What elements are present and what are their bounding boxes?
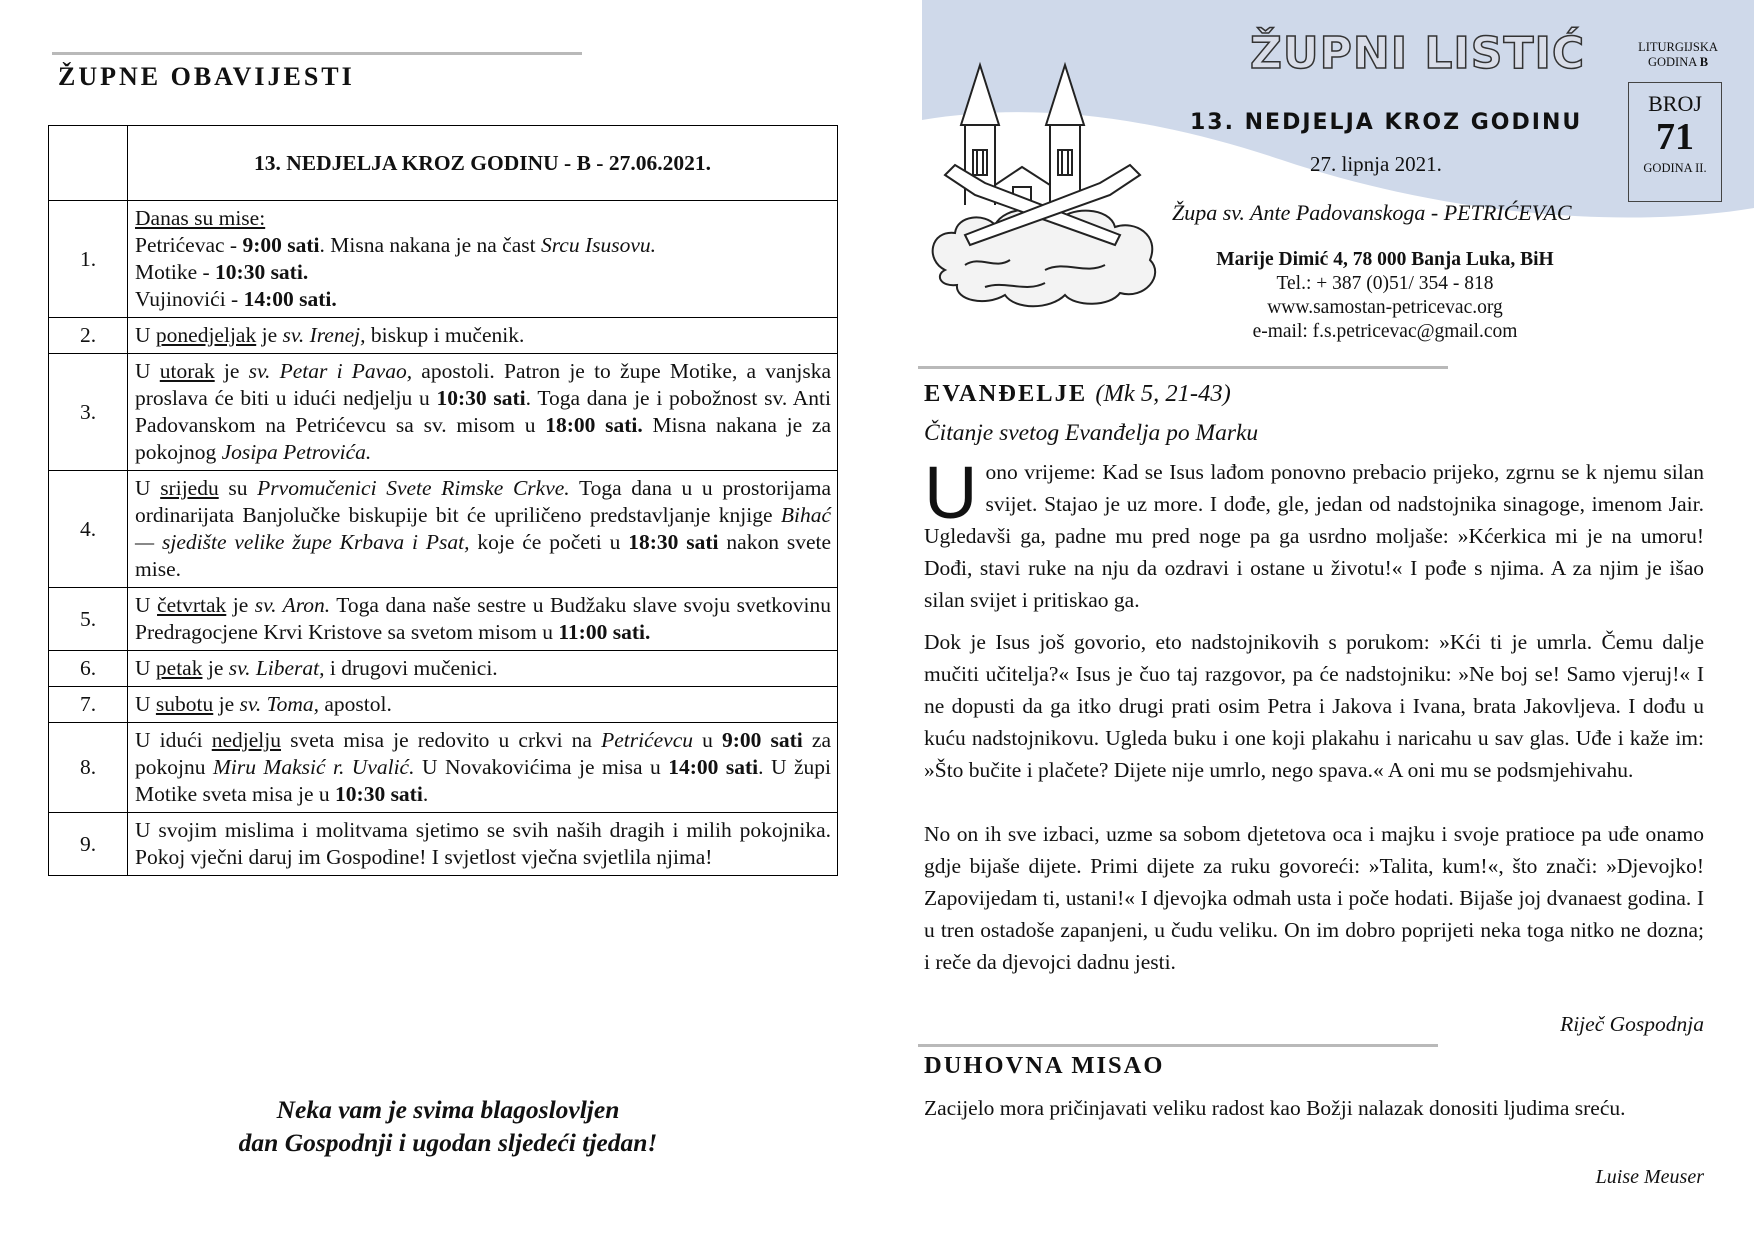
text-run: petak bbox=[155, 656, 203, 680]
text-run: Petrićevac - bbox=[135, 233, 243, 257]
text-run: U bbox=[135, 593, 158, 617]
notice-line bbox=[135, 286, 831, 313]
thought-text: Zacijelo mora pričinjavati veliku radost kao Božji nalazak donositi ljudima sreću. bbox=[924, 1096, 1626, 1120]
lit-year-line-2: GODINA B bbox=[1647, 55, 1709, 69]
closing-blessing bbox=[58, 1093, 838, 1159]
contact-block bbox=[1180, 248, 1590, 344]
notice-text bbox=[128, 687, 838, 723]
section-title: ŽUPNE OBAVIJESTI bbox=[58, 62, 355, 91]
text-run: nedjelju bbox=[211, 728, 282, 752]
text-run: sv. Irenej, bbox=[282, 323, 366, 347]
website-link[interactable]: www.samostan-petricevac.org bbox=[1267, 297, 1503, 318]
phone: Tel.: + 387 (0)51/ 354 - 818 bbox=[1276, 273, 1494, 294]
text-run: 18:00 sati. bbox=[545, 413, 643, 437]
liturgical-year bbox=[1618, 40, 1738, 70]
notice-number: 7. bbox=[49, 687, 128, 723]
gospel-subtitle: Čitanje svetog Evanđelja po Marku bbox=[924, 420, 1259, 446]
issue-number: 71 bbox=[1656, 116, 1694, 158]
text-run: U bbox=[135, 323, 156, 347]
text-run: U bbox=[135, 692, 156, 716]
notice-text bbox=[128, 651, 838, 687]
text-run: sv. Toma, bbox=[239, 692, 319, 716]
notice-line bbox=[135, 655, 831, 682]
text-run: je bbox=[226, 593, 255, 617]
notice-text bbox=[128, 354, 838, 471]
notice-text bbox=[128, 588, 838, 651]
text-run: . Misna nakana je na čast bbox=[319, 233, 541, 257]
notice-number: 8. bbox=[49, 723, 128, 813]
issue-number-box bbox=[1628, 82, 1722, 202]
table-heading: 13. NEDJELJA KROZ GODINU - B - 27.06.2021. bbox=[128, 126, 838, 201]
notice-line bbox=[135, 475, 831, 583]
notice-line bbox=[135, 727, 831, 808]
text-run: koje će početi u bbox=[469, 530, 629, 554]
left-top-rule bbox=[52, 52, 582, 55]
notice-row bbox=[49, 471, 838, 588]
issue-year: GODINA II. bbox=[1643, 161, 1707, 175]
text-run: . bbox=[422, 782, 429, 806]
email-link[interactable]: e-mail: f.s.petricevac@gmail.com bbox=[1252, 321, 1518, 342]
text-run: sveta misa je redovito u crkvi na bbox=[281, 728, 602, 752]
text-run: utorak bbox=[159, 359, 215, 383]
table-header-empty-cell bbox=[49, 126, 128, 201]
text-run: U svojim mislima i molitvama sjetimo se svih naših dragih i milih pokojnika. Pokoj vječni daruj im Gospodine! I svjetlost vječna svjetlila njima! bbox=[135, 818, 831, 869]
closing-line-1: Neka vam je svima blagoslovljen bbox=[276, 1095, 620, 1124]
notice-number: 6. bbox=[49, 651, 128, 687]
text-run: U bbox=[135, 359, 160, 383]
text-run: Toga dana u u prostorijama ordinarijata Banjolučke biskupije bit će upriličeno predstavljanje knjige bbox=[135, 476, 831, 527]
text-run: U bbox=[135, 656, 156, 680]
text-run: nakon svete mise. bbox=[135, 530, 831, 581]
text-run: U idući bbox=[135, 728, 212, 752]
gospel-paragraph-3: No on ih sve izbaci, uzme sa sobom djetetova oca i majku i svoje pratioce pa uđe onamo gdje bijaše dijete. Primi dijete za ruku govoreći: »Talita, kum!«, što znači: »Djevojko! Zapovijedam ti, ustani!« I djevojka odmah usta i poče hodati. Bijaše joj dvanaest godina. I u tren ostadoše zapanjeni, u čudu veliku. On im dobro poprijeti neka toga nitko ne dozna; i reče da djevojci dadnu jesti. bbox=[924, 822, 1704, 974]
notice-row bbox=[49, 201, 838, 318]
thought-top-rule bbox=[918, 1044, 1438, 1047]
notice-row bbox=[49, 687, 838, 723]
notice-row bbox=[49, 588, 838, 651]
notice-line bbox=[135, 358, 831, 466]
parish-name: Župa sv. Ante Padovanskoga - PETRIĆEVAC bbox=[1172, 200, 1572, 225]
text-run: 9:00 sati bbox=[242, 233, 320, 257]
thought-heading: DUHOVNA MISAO bbox=[924, 1052, 1165, 1079]
gospel-closing: Riječ Gospodnja bbox=[1560, 1012, 1704, 1036]
text-run: apostol. bbox=[318, 692, 392, 716]
text-run: i drugovi mučenici. bbox=[324, 656, 498, 680]
text-run: Motike - bbox=[135, 260, 216, 284]
notice-line bbox=[135, 817, 831, 871]
text-run: . U župi Motike sveta misa je u bbox=[135, 755, 831, 806]
notice-number: 4. bbox=[49, 471, 128, 588]
text-run: . Toga dana je i pobožnost sv. Anti Padovanskom na Petrićevcu sa sv. misom u bbox=[135, 386, 831, 437]
notice-number: 9. bbox=[49, 813, 128, 876]
notice-rows bbox=[49, 201, 838, 876]
lit-year-line-1: LITURGIJSKA bbox=[1638, 40, 1718, 54]
text-run: u bbox=[693, 728, 722, 752]
text-run: Petrićevcu bbox=[601, 728, 694, 752]
text-run: sv. Liberat, bbox=[228, 656, 325, 680]
drop-cap: U bbox=[924, 451, 978, 534]
gospel-reference: (Mk 5, 21-43) bbox=[1095, 380, 1231, 407]
notice-text bbox=[128, 471, 838, 588]
church-logo bbox=[925, 55, 1165, 310]
text-run: subotu bbox=[155, 692, 214, 716]
text-run: je bbox=[214, 359, 249, 383]
text-run: 11:00 sati. bbox=[558, 620, 651, 644]
notice-number: 3. bbox=[49, 354, 128, 471]
text-run: biskup i mučenik. bbox=[365, 323, 525, 347]
text-run: Josipa Petrovića. bbox=[221, 440, 372, 464]
notice-line bbox=[135, 205, 831, 232]
notice-number: 1. bbox=[49, 201, 128, 318]
notice-row bbox=[49, 318, 838, 354]
notice-row bbox=[49, 651, 838, 687]
text-run: Vujinovići - bbox=[135, 287, 244, 311]
issue-date: 27. lipnja 2021. bbox=[1310, 152, 1442, 176]
gospel-top-rule bbox=[918, 366, 1448, 369]
thought-author: Luise Meuser bbox=[1595, 1166, 1704, 1188]
text-run: za pokojnu bbox=[135, 728, 831, 779]
text-run: 10:30 sati. bbox=[215, 260, 309, 284]
table-header-row bbox=[49, 126, 838, 201]
text-run: U bbox=[135, 476, 161, 500]
sunday-title: 13. NEDJELJA KROZ GODINU bbox=[1190, 110, 1583, 135]
gospel-heading bbox=[924, 380, 1231, 408]
text-run: 10:30 sati bbox=[335, 782, 423, 806]
text-run: je bbox=[213, 692, 240, 716]
notice-row bbox=[49, 813, 838, 876]
notice-number: 5. bbox=[49, 588, 128, 651]
text-run: Miru Maksić r. Uvalić. bbox=[212, 755, 415, 779]
notice-text bbox=[128, 723, 838, 813]
text-run: 10:30 sati bbox=[436, 386, 526, 410]
lit-year-letter: B bbox=[1699, 55, 1709, 69]
text-run: sv. Aron. bbox=[254, 593, 331, 617]
text-run: su bbox=[218, 476, 258, 500]
text-run: sv. Petar i Pavao, bbox=[248, 359, 413, 383]
text-run: Toga dana naše sestre u Budžaku slave svoju svetkovinu Predragocjene Krvi Kristove sa svetom misom u bbox=[135, 593, 831, 644]
notice-row bbox=[49, 723, 838, 813]
notice-text bbox=[128, 318, 838, 354]
issue-label: BROJ bbox=[1648, 91, 1702, 116]
closing-line-2: dan Gospodnji i ugodan sljedeći tjedan! bbox=[238, 1128, 658, 1157]
notice-line bbox=[135, 232, 831, 259]
notice-text bbox=[128, 201, 838, 318]
text-run: srijedu bbox=[160, 476, 219, 500]
text-run: apostoli. Patron je to župe Motike, a vanjska proslava će biti u idući nedjelju u bbox=[135, 359, 831, 410]
address: Marije Dimić 4, 78 000 Banja Luka, BiH bbox=[1216, 249, 1554, 270]
gospel-paragraph-1: Uono vrijeme: Kad se Isus lađom ponovno prebacio prijeko, zgrnu se k njemu silan svijet. Stajao je uz more. I dođe, gle, jedan od nadstojnika sinagoge, imenom Jair. Ugledavši ga, padne mu pred noge pa ga usrdno moljaše: »Kćerkica mi je na umoru! Dođi, stavi ruke na nju da ozdravi i ostane u životu!« I pođe s njima. A za njim je išao silan svijet i pritiskao ga. bbox=[924, 451, 1704, 612]
gospel-heading-text: EVANĐELJE bbox=[924, 380, 1088, 407]
text-run: je bbox=[256, 323, 283, 347]
text-run: Bihać — sjedište velike župe Krbava i Psat, bbox=[135, 503, 831, 554]
text-run: je bbox=[202, 656, 229, 680]
text-run: četvrtak bbox=[157, 593, 227, 617]
notice-row bbox=[49, 354, 838, 471]
text-run: Misna nakana je za pokojnog bbox=[135, 413, 832, 464]
notice-text bbox=[128, 813, 838, 876]
notice-line bbox=[135, 592, 831, 646]
text-run: 14:00 sati. bbox=[243, 287, 337, 311]
notice-line bbox=[135, 322, 831, 349]
gospel-paragraph-2: Dok je Isus još govorio, eto nadstojnikovih s porukom: »Kći ti je umrla. Čemu dalje mučiti učitelja?« Isus je čuo taj razgovor, pa će nadstojniku: »Ne boj se! Samo vjeruj!« I ne dopusti da ga itko drugi prati osim Petra i Jakova i Ivana, brata Jakovljeva. I dođu u kuću nadstojnikovu. Ugleda buku i one koji plakahu i naricahu u sav glas. Uđe i kaže im: »Što bučite i plačete? Dijete nije umrlo, nego spava.« A oni mu se podsmjehivahu. bbox=[924, 630, 1704, 782]
notices-table bbox=[48, 125, 838, 876]
text-run: ponedjeljak bbox=[155, 323, 257, 347]
publication-title: ŽUPNI LISTIĆ bbox=[1250, 28, 1586, 79]
notice-number: 2. bbox=[49, 318, 128, 354]
text-run: 9:00 sati bbox=[722, 728, 803, 752]
notice-line bbox=[135, 259, 831, 286]
text-run: U Novakovićima je misa u bbox=[414, 755, 669, 779]
text-run: Prvomučenici Svete Rimske Crkve. bbox=[257, 476, 570, 500]
text-run: 14:00 sati bbox=[668, 755, 759, 779]
text-run: Danas su mise: bbox=[135, 206, 266, 230]
notice-line bbox=[135, 691, 831, 718]
text-run: 18:30 sati bbox=[628, 530, 719, 554]
text-run: Srcu Isusovu. bbox=[540, 233, 657, 257]
